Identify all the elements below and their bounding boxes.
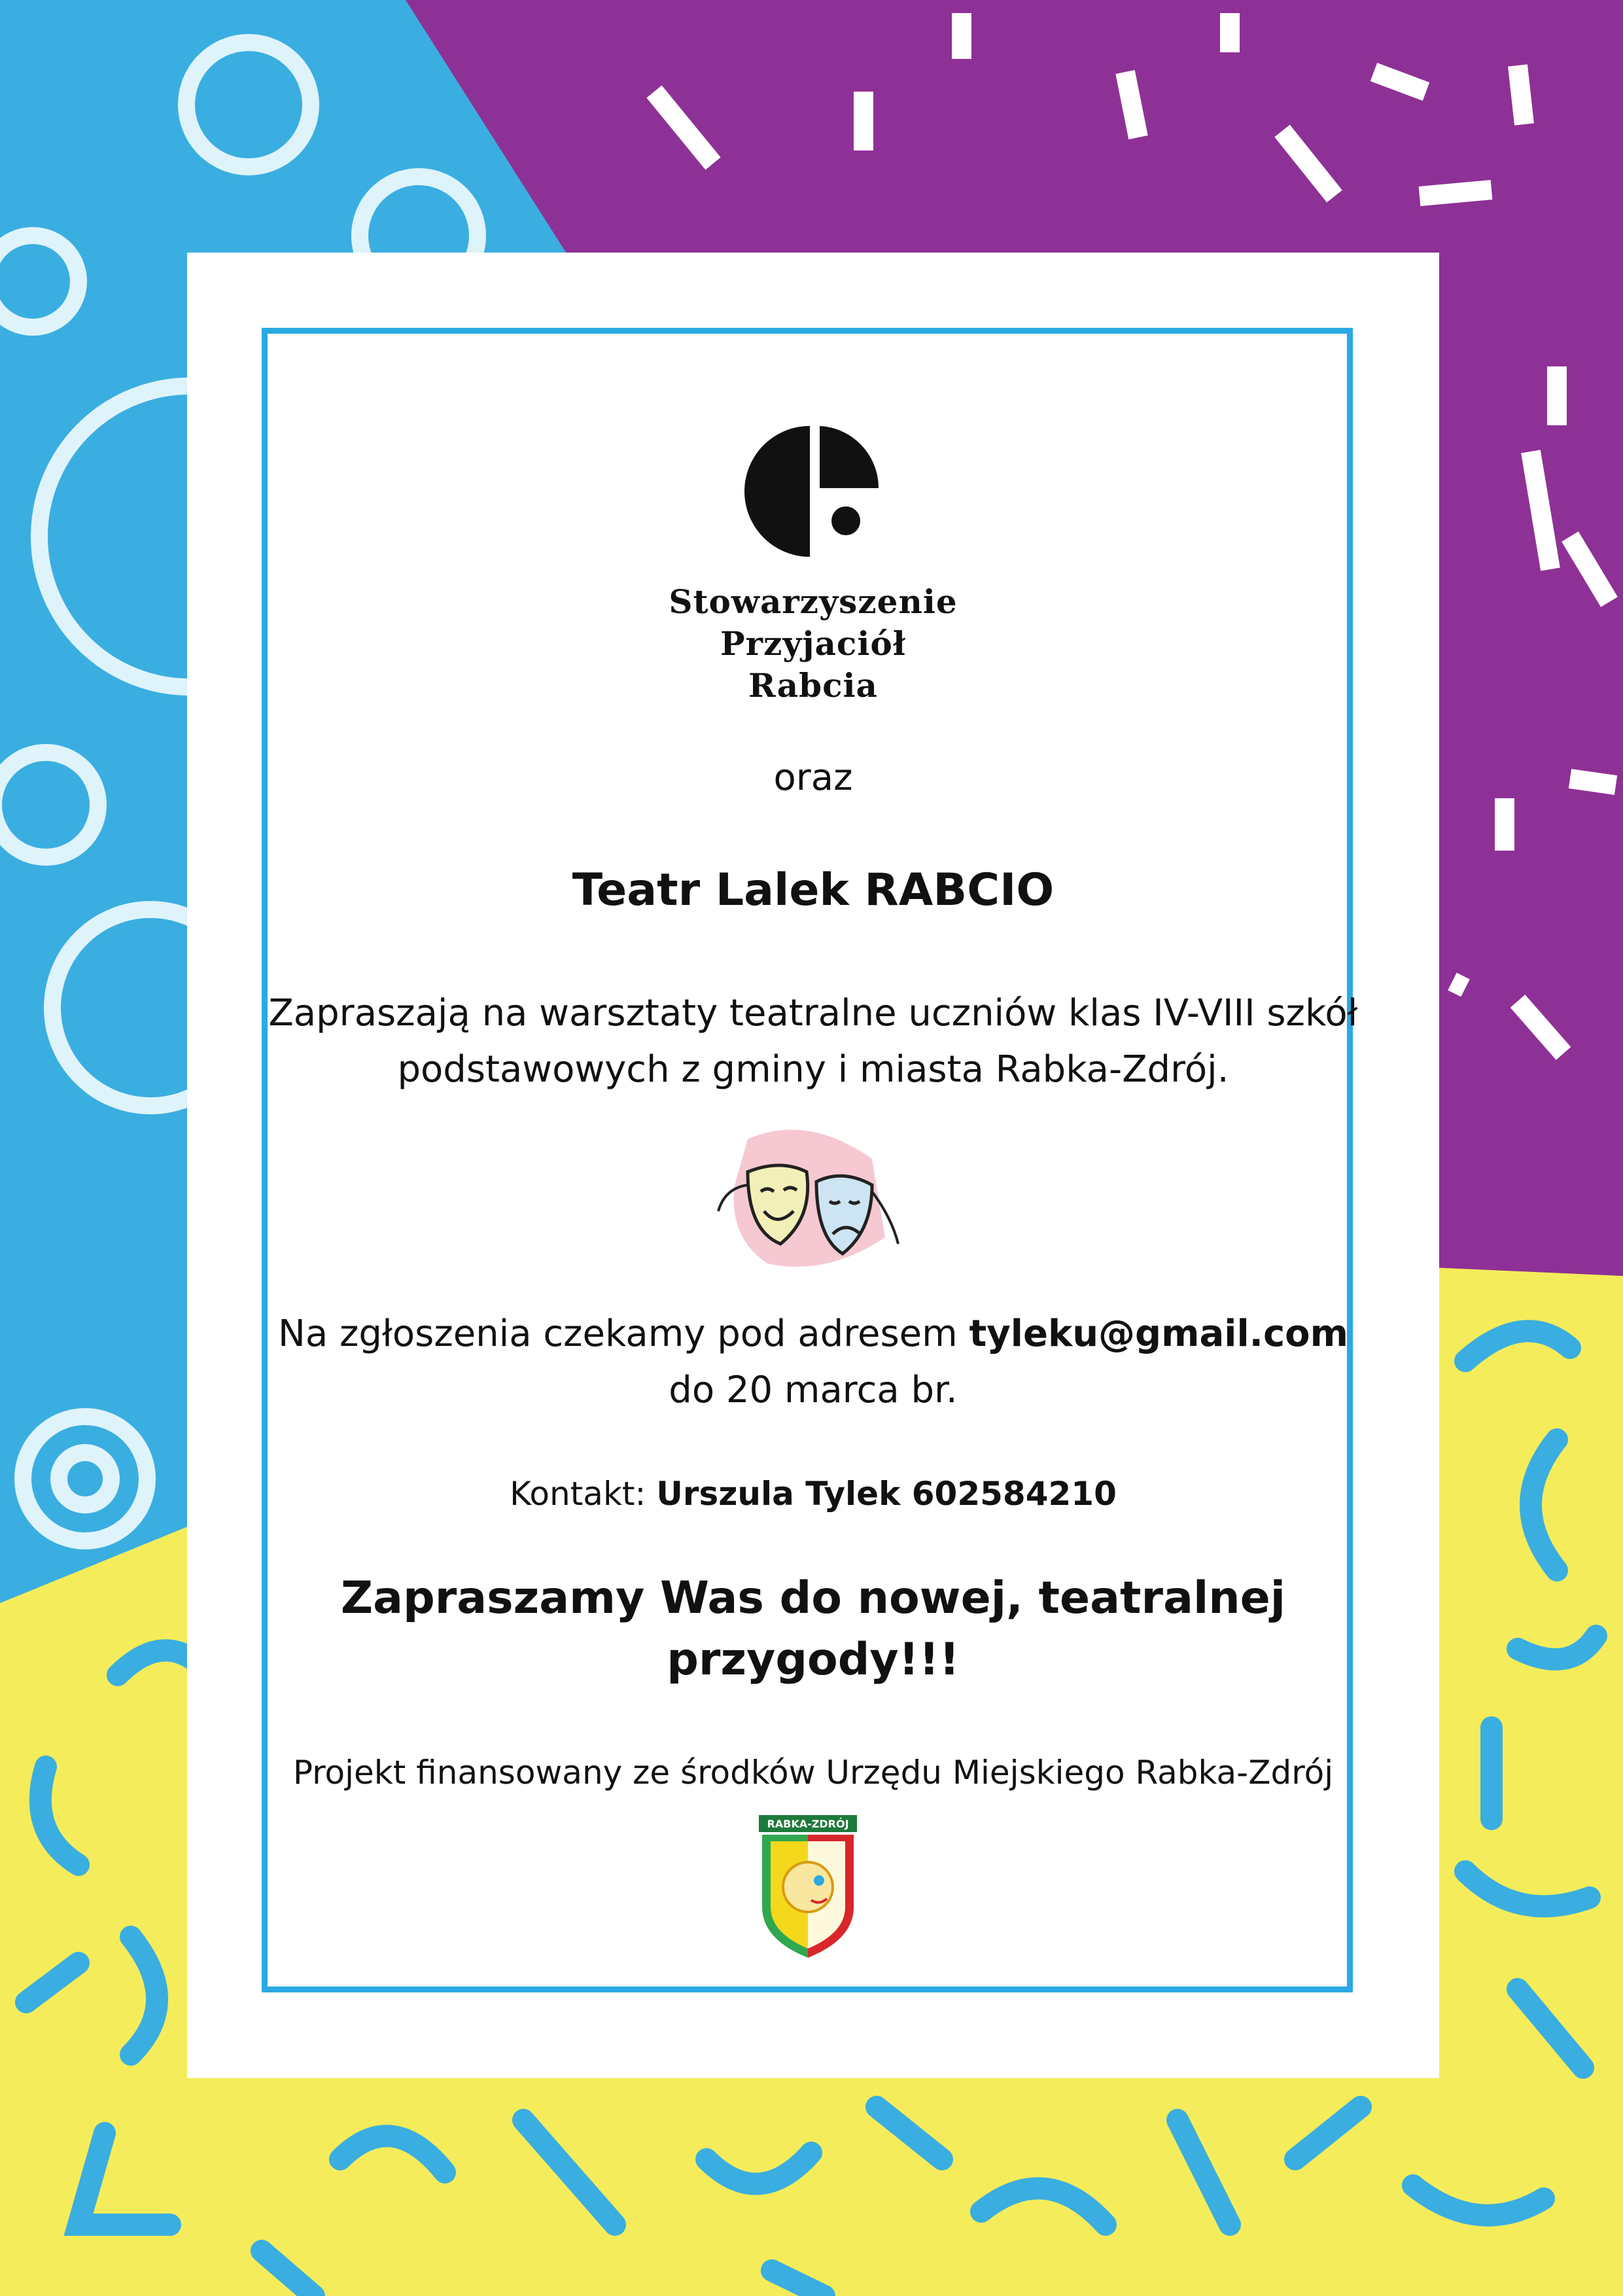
invitation-line-1: Zapraszają na warsztaty teatralne uczniów klas IV-VIII szkół	[268, 992, 1358, 1034]
association-name-line-1: Stowarzyszenie	[669, 582, 958, 621]
applications-line	[187, 1306, 1439, 1362]
contact-email-link[interactable]: tyleku@gmail.com	[969, 1313, 1348, 1355]
association-logo-icon	[741, 423, 879, 560]
applications-prefix: Na zgłoszenia czekamy pod adresem	[278, 1313, 958, 1355]
funding-text: Projekt finansowany ze środków Urzędu Miejskiego Rabka-Zdrój	[292, 1754, 1334, 1792]
theatre-name: Teatr Lalek RABCIO	[572, 864, 1055, 916]
invitation-line-2: podstawowych z gminy i miasta Rabka-Zdrój.	[397, 1048, 1229, 1091]
contact-line	[187, 1471, 1439, 1517]
slogan-line-2: przygody!!!	[667, 1634, 960, 1686]
deadline-text: do 20 marca br.	[669, 1369, 958, 1411]
rabka-zdroj-crest-icon	[759, 1815, 857, 1959]
slogan-line-1: Zapraszamy Was do nowej, teatralnej	[340, 1572, 1286, 1624]
association-name-line-3: Rabcia	[748, 666, 878, 705]
contact-label: Kontakt:	[510, 1475, 646, 1513]
theatre-masks-icon	[708, 1120, 905, 1290]
poster-card	[187, 253, 1439, 2078]
association-name-line-2: Przyjaciół	[720, 624, 906, 663]
connector-text: oraz	[773, 756, 853, 799]
crest-label: RABKA-ZDRÓJ	[767, 1818, 849, 1830]
contact-name-phone: Urszula Tylek 602584210	[656, 1475, 1117, 1513]
